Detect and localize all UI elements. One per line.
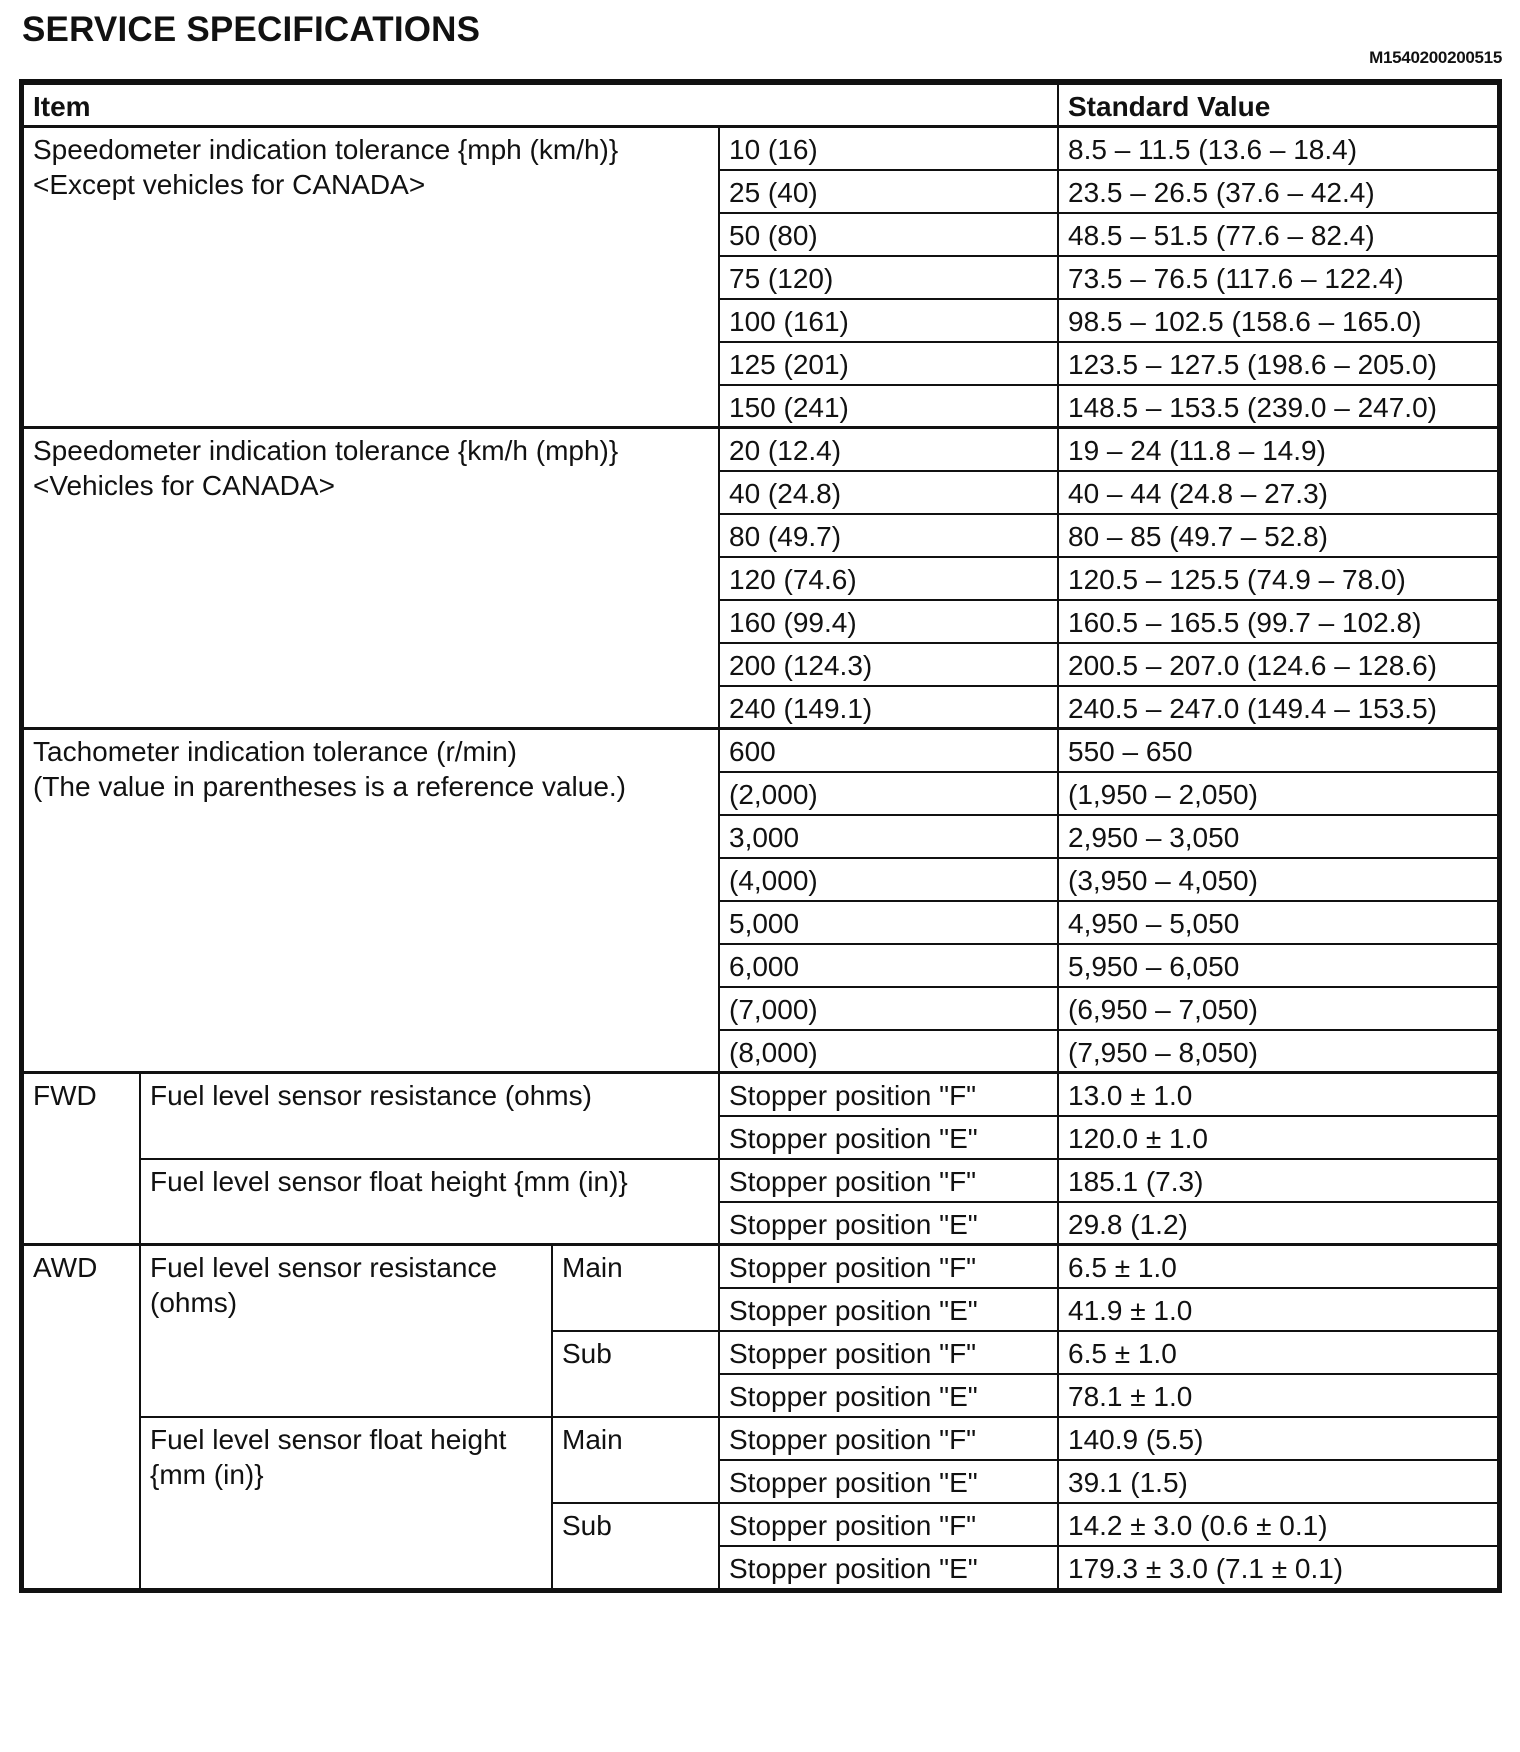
table-row [23,1159,1498,1202]
value-cell: 80 – 85 (49.7 – 52.8) [1058,514,1498,557]
item-fwd-float: Fuel level sensor float height {mm (in)} [140,1159,719,1245]
condition-cell: 5,000 [719,901,1058,944]
value-cell: 179.3 ± 3.0 (7.1 ± 0.1) [1058,1546,1498,1589]
item-label-line: Tachometer indication tolerance (r/min) [33,736,517,767]
condition-cell: (4,000) [719,858,1058,901]
table-row [23,729,1498,772]
condition-cell: 10 (16) [719,127,1058,170]
value-cell: 160.5 – 165.5 (99.7 – 102.8) [1058,600,1498,643]
value-cell: 40 – 44 (24.8 – 27.3) [1058,471,1498,514]
value-cell: (6,950 – 7,050) [1058,987,1498,1030]
condition-cell: Stopper position "E" [719,1460,1058,1503]
value-cell: 550 – 650 [1058,729,1498,772]
item-label-line: <Except vehicles for CANADA> [33,169,426,200]
value-cell: 120.5 – 125.5 (74.9 – 78.0) [1058,557,1498,600]
header-standard-value: Standard Value [1058,84,1498,127]
table-row [23,1073,1498,1116]
value-cell: 5,950 – 6,050 [1058,944,1498,987]
condition-cell: (2,000) [719,772,1058,815]
condition-cell: 50 (80) [719,213,1058,256]
condition-cell: 25 (40) [719,170,1058,213]
item-speedometer-mph [23,127,719,428]
value-cell: 120.0 ± 1.0 [1058,1116,1498,1159]
item-label-line: Fuel level sensor resistance [150,1252,498,1283]
item-label-line: {mm (in)} [150,1458,264,1490]
condition-cell: Stopper position "E" [719,1202,1058,1245]
item-awd-resistance-sub: Sub [552,1331,719,1417]
condition-cell: Stopper position "F" [719,1503,1058,1546]
value-cell: 29.8 (1.2) [1058,1202,1498,1245]
condition-cell: Stopper position "F" [719,1417,1058,1460]
value-cell: 4,950 – 5,050 [1058,901,1498,944]
item-tachometer [23,729,719,1073]
condition-cell: Stopper position "F" [719,1331,1058,1374]
condition-cell: 240 (149.1) [719,686,1058,729]
value-cell: 23.5 – 26.5 (37.6 – 42.4) [1058,170,1498,213]
item-label-line: Fuel level sensor float height [150,1423,507,1455]
table-row [23,428,1498,471]
condition-cell: (7,000) [719,987,1058,1030]
value-cell: 73.5 – 76.5 (117.6 – 122.4) [1058,256,1498,299]
item-fwd-resistance: Fuel level sensor resistance (ohms) [140,1073,719,1159]
condition-cell: (8,000) [719,1030,1058,1073]
item-awd: AWD [23,1245,140,1589]
table-row [23,1245,1498,1288]
item-awd-resistance-main: Main [552,1245,719,1331]
table-header-row [23,84,1498,127]
value-cell: 200.5 – 207.0 (124.6 – 128.6) [1058,643,1498,686]
item-awd-float-main: Main [552,1417,719,1503]
item-awd-resistance [140,1245,552,1417]
document-code: M1540200200515 [1369,48,1502,67]
value-cell: 19 – 24 (11.8 – 14.9) [1058,428,1498,471]
item-label-line: <Vehicles for CANADA> [33,470,335,501]
table-row [23,1417,1498,1460]
condition-cell: 600 [719,729,1058,772]
condition-cell: Stopper position "E" [719,1116,1058,1159]
item-speedometer-kmh [23,428,719,729]
condition-cell: 120 (74.6) [719,557,1058,600]
value-cell: 185.1 (7.3) [1058,1159,1498,1202]
page-title: SERVICE SPECIFICATIONS [22,10,481,49]
condition-cell: 75 (120) [719,256,1058,299]
value-cell: 6.5 ± 1.0 [1058,1331,1498,1374]
service-spec-table [22,82,1499,1590]
item-fwd: FWD [23,1073,140,1245]
item-label-line: (ohms) [150,1287,238,1318]
value-cell: 140.9 (5.5) [1058,1417,1498,1460]
value-cell: 6.5 ± 1.0 [1058,1245,1498,1288]
condition-cell: 100 (161) [719,299,1058,342]
value-cell: 13.0 ± 1.0 [1058,1073,1498,1116]
condition-cell: Stopper position "F" [719,1245,1058,1288]
value-cell: (1,950 – 2,050) [1058,772,1498,815]
condition-cell: 80 (49.7) [719,514,1058,557]
item-awd-float [140,1417,552,1589]
value-cell: 123.5 – 127.5 (198.6 – 205.0) [1058,342,1498,385]
table-row [23,127,1498,170]
item-label-line: (The value in parentheses is a reference value.) [33,771,626,802]
value-cell: 14.2 ± 3.0 (0.6 ± 0.1) [1058,1503,1498,1546]
value-cell: 8.5 – 11.5 (13.6 – 18.4) [1058,127,1498,170]
condition-cell: 20 (12.4) [719,428,1058,471]
value-cell: 2,950 – 3,050 [1058,815,1498,858]
value-cell: (3,950 – 4,050) [1058,858,1498,901]
value-cell: 41.9 ± 1.0 [1058,1288,1498,1331]
condition-cell: 3,000 [719,815,1058,858]
condition-cell: Stopper position "E" [719,1374,1058,1417]
item-awd-float-sub: Sub [552,1503,719,1589]
item-label-line: Speedometer indication tolerance {km/h (mph)} [33,435,619,466]
condition-cell: Stopper position "E" [719,1546,1058,1589]
value-cell: 148.5 – 153.5 (239.0 – 247.0) [1058,385,1498,428]
condition-cell: 40 (24.8) [719,471,1058,514]
value-cell: 39.1 (1.5) [1058,1460,1498,1503]
item-label-line: Speedometer indication tolerance {mph (km/h)} [33,134,619,165]
condition-cell: 200 (124.3) [719,643,1058,686]
header-item: Item [23,84,1058,127]
condition-cell: 6,000 [719,944,1058,987]
value-cell: 78.1 ± 1.0 [1058,1374,1498,1417]
value-cell: 240.5 – 247.0 (149.4 – 153.5) [1058,686,1498,729]
condition-cell: 150 (241) [719,385,1058,428]
value-cell: 48.5 – 51.5 (77.6 – 82.4) [1058,213,1498,256]
condition-cell: 160 (99.4) [719,600,1058,643]
condition-cell: 125 (201) [719,342,1058,385]
condition-cell: Stopper position "F" [719,1073,1058,1116]
condition-cell: Stopper position "E" [719,1288,1058,1331]
value-cell: 98.5 – 102.5 (158.6 – 165.0) [1058,299,1498,342]
condition-cell: Stopper position "F" [719,1159,1058,1202]
value-cell: (7,950 – 8,050) [1058,1030,1498,1073]
